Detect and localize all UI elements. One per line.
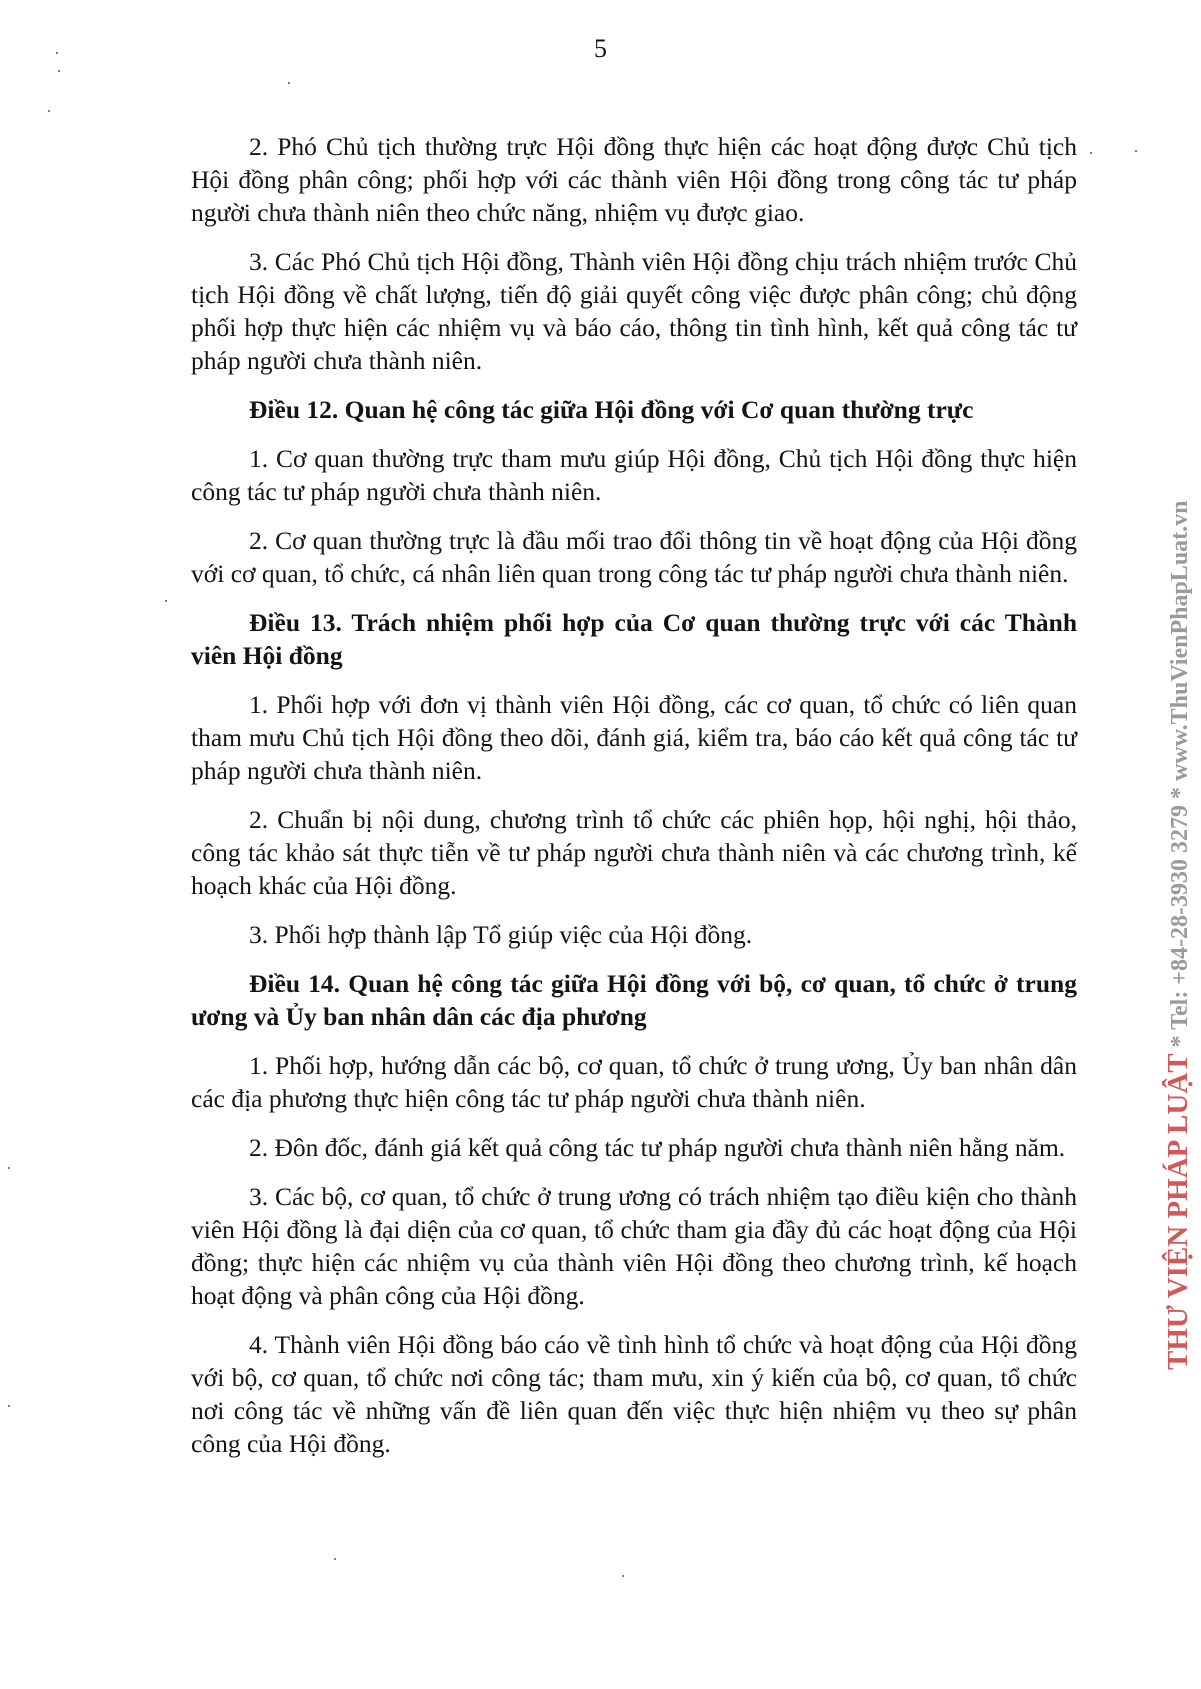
paragraph: 4. Thành viên Hội đồng báo cáo về tình hình tổ chức và hoạt động của Hội đồng với bộ, cơ quan, tổ chức nơi công tác; tham mưu, xin ý kiến của bộ, cơ quan, tổ chức nơi công tác về những vấn đề liên quan đến việc thực hiện nhiệm vụ theo sự phân công của Hội đồng. [191,1330,1077,1458]
side-watermark [1162,350,1195,1370]
page-number: 5 [594,34,607,63]
scan-speck [56,52,58,54]
paragraph: 1. Phối hợp với đơn vị thành viên Hội đồng, các cơ quan, tổ chức có liên quan tham mưu Chủ tịch Hội đồng theo dõi, đánh giá, kiểm tra, báo cáo kết quả công tác tư pháp người chưa thành niên. [191,690,1077,785]
scan-speck [334,1558,336,1560]
scan-speck [8,1405,10,1407]
paragraph: 2. Đôn đốc, đánh giá kết quả công tác tư pháp người chưa thành niên hằng năm. [249,1133,1066,1162]
scan-speck [8,1167,10,1169]
paragraph: 3. Phối hợp thành lập Tổ giúp việc của Hội đồng. [249,920,753,949]
article-heading: Điều 12. Quan hệ công tác giữa Hội đồng với Cơ quan thường trực [249,395,974,424]
watermark-brand: THƯ VIỆN PHÁP LUẬT [1162,1053,1194,1370]
paragraph: 3. Các bộ, cơ quan, tổ chức ở trung ương có trách nhiệm tạo điều kiện cho thành viên Hội đồng là đại diện của cơ quan, tổ chức tham gia đầy đủ các hoạt động của Hội đồng; thực hiện các nhiệm vụ của thành viên Hội đồng theo chương trình, kế hoạch hoạt động và phân công của Hội đồng. [191,1182,1077,1310]
watermark-contact: * Tel: +84-28-3930 3279 * www.ThuVienPhapLuat.vn [1167,500,1193,1048]
paragraph: 1. Cơ quan thường trực tham mưu giúp Hội đồng, Chủ tịch Hội đồng thực hiện công tác tư pháp người chưa thành niên. [191,444,1077,506]
paragraph: 2. Chuẩn bị nội dung, chương trình tổ chức các phiên họp, hội nghị, hội thảo, công tác khảo sát thực tiễn về tư pháp người chưa thành niên và các chương trình, kế hoạch khác của Hội đồng. [191,805,1077,900]
scan-speck [58,70,60,72]
scan-speck [165,600,167,602]
paragraph: 3. Các Phó Chủ tịch Hội đồng, Thành viên Hội đồng chịu trách nhiệm trước Chủ tịch Hội đồng về chất lượng, tiến độ giải quyết công việc được phân công; chủ động phối hợp thực hiện các nhiệm vụ và báo cáo, thông tin tình hình, kết quả công tác tư pháp người chưa thành niên. [191,247,1077,375]
scan-speck [622,1575,624,1577]
article-heading: Điều 13. Trách nhiệm phối hợp của Cơ quan thường trực với các Thành viên Hội đồng [191,608,1077,670]
paragraph: 2. Phó Chủ tịch thường trực Hội đồng thực hiện các hoạt động được Chủ tịch Hội đồng phân công; phối hợp với các thành viên Hội đồng trong công tác tư pháp người chưa thành niên theo chức năng, nhiệm vụ được giao. [191,132,1077,227]
scan-speck [1090,152,1092,154]
scan-speck [48,110,50,112]
paragraph: 2. Cơ quan thường trực là đầu mối trao đổi thông tin về hoạt động của Hội đồng với cơ quan, tổ chức, cá nhân liên quan trong công tác tư pháp người chưa thành niên. [191,526,1077,588]
scan-speck [1135,150,1137,152]
scan-speck [288,82,290,84]
article-heading: Điều 14. Quan hệ công tác giữa Hội đồng với bộ, cơ quan, tổ chức ở trung ương và Ủy ban nhân dân các địa phương [191,969,1077,1031]
paragraph: 1. Phối hợp, hướng dẫn các bộ, cơ quan, tổ chức ở trung ương, Ủy ban nhân dân các địa phương thực hiện công tác tư pháp người chưa thành niên. [191,1051,1077,1113]
document-body [191,130,1077,1476]
